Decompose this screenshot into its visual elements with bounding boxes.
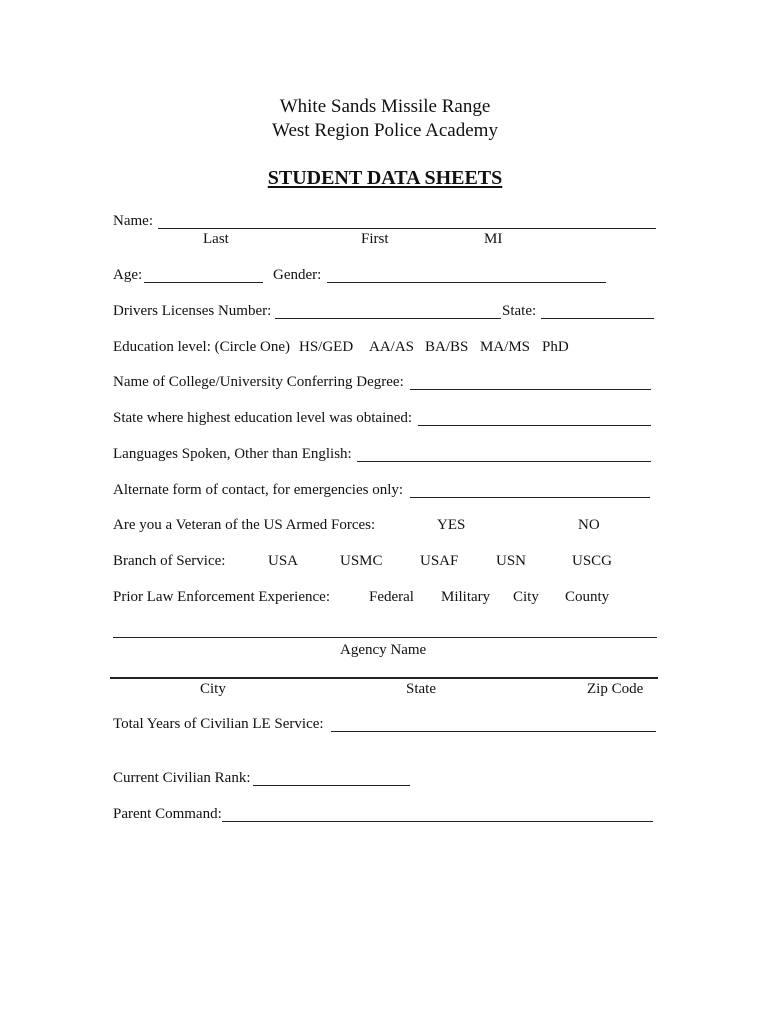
education-option-ma-ms[interactable]: MA/MS [480,339,531,355]
age-label: Age: [113,267,143,283]
state-label: State: [502,303,537,319]
branch-option-uscg[interactable]: USCG [572,553,613,569]
header-line-2: West Region Police Academy [272,120,498,141]
education-option-aa-as[interactable]: AA/AS [369,339,415,355]
prior-le-label: Prior Law Enforcement Experience: [113,589,330,605]
city-caption: City [200,681,226,697]
branch-option-usaf[interactable]: USAF [420,553,459,569]
total-years-field[interactable] [331,731,656,732]
agency-name-caption: Agency Name [340,642,427,658]
prior-le-option-military[interactable]: Military [441,589,491,605]
age-field[interactable] [144,282,263,283]
branch-option-usmc[interactable]: USMC [340,553,383,569]
veteran-no-option[interactable]: NO [578,517,600,533]
veteran-yes-option[interactable]: YES [437,517,466,533]
alternate-contact-field[interactable] [410,497,650,498]
veteran-label: Are you a Veteran of the US Armed Forces: [113,517,376,533]
prior-le-option-federal[interactable]: Federal [369,589,414,605]
gender-field[interactable] [327,282,606,283]
name-last-caption: Last [203,231,229,247]
name-first-caption: First [361,231,389,247]
state-education-field[interactable] [418,425,651,426]
education-option-ba-bs[interactable]: BA/BS [425,339,469,355]
drivers-license-field[interactable] [275,318,501,319]
branch-option-usa[interactable]: USA [268,553,299,569]
college-field[interactable] [410,389,651,390]
parent-command-field[interactable] [222,821,653,822]
current-rank-label: Current Civilian Rank: [113,770,251,786]
languages-field[interactable] [357,461,651,462]
languages-label: Languages Spoken, Other than English: [113,446,352,462]
branch-option-usn[interactable]: USN [496,553,527,569]
page-title: STUDENT DATA SHEETS [267,167,503,189]
name-mi-caption: MI [484,231,503,247]
state-caption: State [406,681,436,697]
license-state-field[interactable] [541,318,654,319]
education-label: Education level: (Circle One) [113,339,291,355]
parent-command-label: Parent Command: [113,806,222,822]
college-label: Name of College/University Conferring Degree: [113,374,404,390]
total-years-label: Total Years of Civilian LE Service: [113,716,324,732]
name-label: Name: [113,213,153,229]
agency-name-field[interactable] [113,637,657,638]
drivers-license-label: Drivers Licenses Number: [113,303,272,319]
state-education-label: State where highest education level was obtained: [113,410,413,426]
education-option-hs-ged[interactable]: HS/GED [299,339,354,355]
city-state-zip-field[interactable] [110,677,658,679]
prior-le-option-county[interactable]: County [565,589,610,605]
name-field[interactable] [158,228,656,229]
branch-label: Branch of Service: [113,553,226,569]
zip-code-caption: Zip Code [587,681,644,697]
alternate-contact-label: Alternate form of contact, for emergencies only: [113,482,404,498]
education-option-phd[interactable]: PhD [542,339,569,355]
prior-le-option-city[interactable]: City [513,589,539,605]
header-line-1: White Sands Missile Range [279,96,491,117]
current-rank-field[interactable] [253,785,410,786]
gender-label: Gender: [273,267,322,283]
